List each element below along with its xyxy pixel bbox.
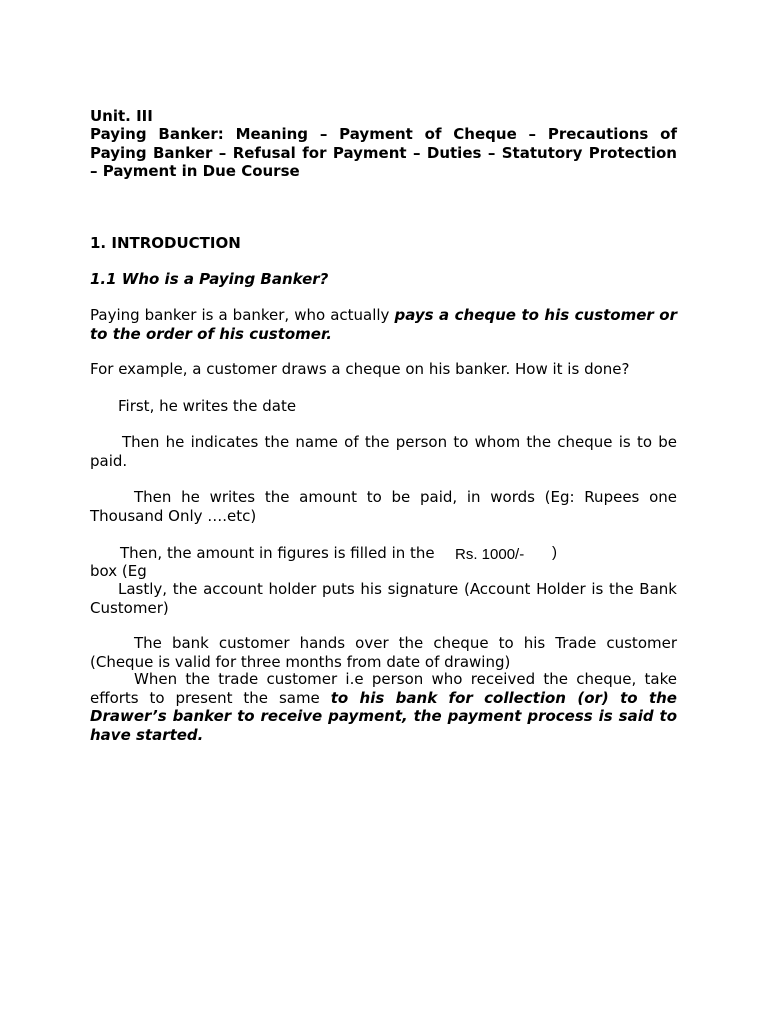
definition-lead: Paying banker is a banker, who actually	[90, 306, 395, 324]
step-3-text: Then he writes the amount to be paid, in words (Eg: Rupees one Thousand Only ….etc)	[90, 488, 677, 525]
step-4	[90, 544, 677, 563]
step-7	[90, 670, 677, 744]
amount-close-paren: )	[552, 544, 557, 561]
step-1-text: First, he writes the date	[118, 397, 297, 415]
step-6-text: The bank customer hands over the cheque to his Trade customer (Cheque is valid for three months from date of drawing)	[90, 634, 677, 671]
amount-figure: Rs. 1000/-	[455, 546, 525, 563]
step-1	[90, 397, 677, 416]
step-2-text: Then he indicates the name of the person to whom the cheque is to be paid.	[90, 433, 677, 470]
section-heading: 1. INTRODUCTION	[90, 234, 241, 252]
step-5	[90, 580, 677, 617]
step-6	[90, 634, 677, 671]
step-2	[90, 433, 677, 470]
unit-topics: Paying Banker: Meaning – Payment of Cheque – Precautions of Paying Banker – Refusal for Payment – Duties – Statutory Protection – Payment in Due Course	[90, 125, 677, 180]
unit-label: Unit. III	[90, 107, 153, 125]
step-4-continuation: box (Eg	[90, 562, 147, 580]
example-intro: For example, a customer draws a cheque on his banker. How it is done?	[90, 360, 630, 378]
definition-paragraph	[90, 306, 677, 343]
step-3	[90, 488, 677, 525]
step-7-emphasis: to his bank for collection (or) to the Drawer’s banker to receive payment, the payment process is said to have started.	[90, 688, 677, 744]
section-subheading: 1.1 Who is a Paying Banker?	[90, 270, 329, 288]
step-5-text: Lastly, the account holder puts his signature (Account Holder is the Bank Customer)	[90, 580, 677, 617]
step-7-lead: When the trade customer i.e person who received the cheque, take efforts to present the same	[90, 670, 677, 707]
definition-emphasis: pays a cheque to his customer or to the order of his customer.	[90, 306, 677, 343]
step-4-text: Then, the amount in figures is filled in the	[120, 544, 435, 562]
